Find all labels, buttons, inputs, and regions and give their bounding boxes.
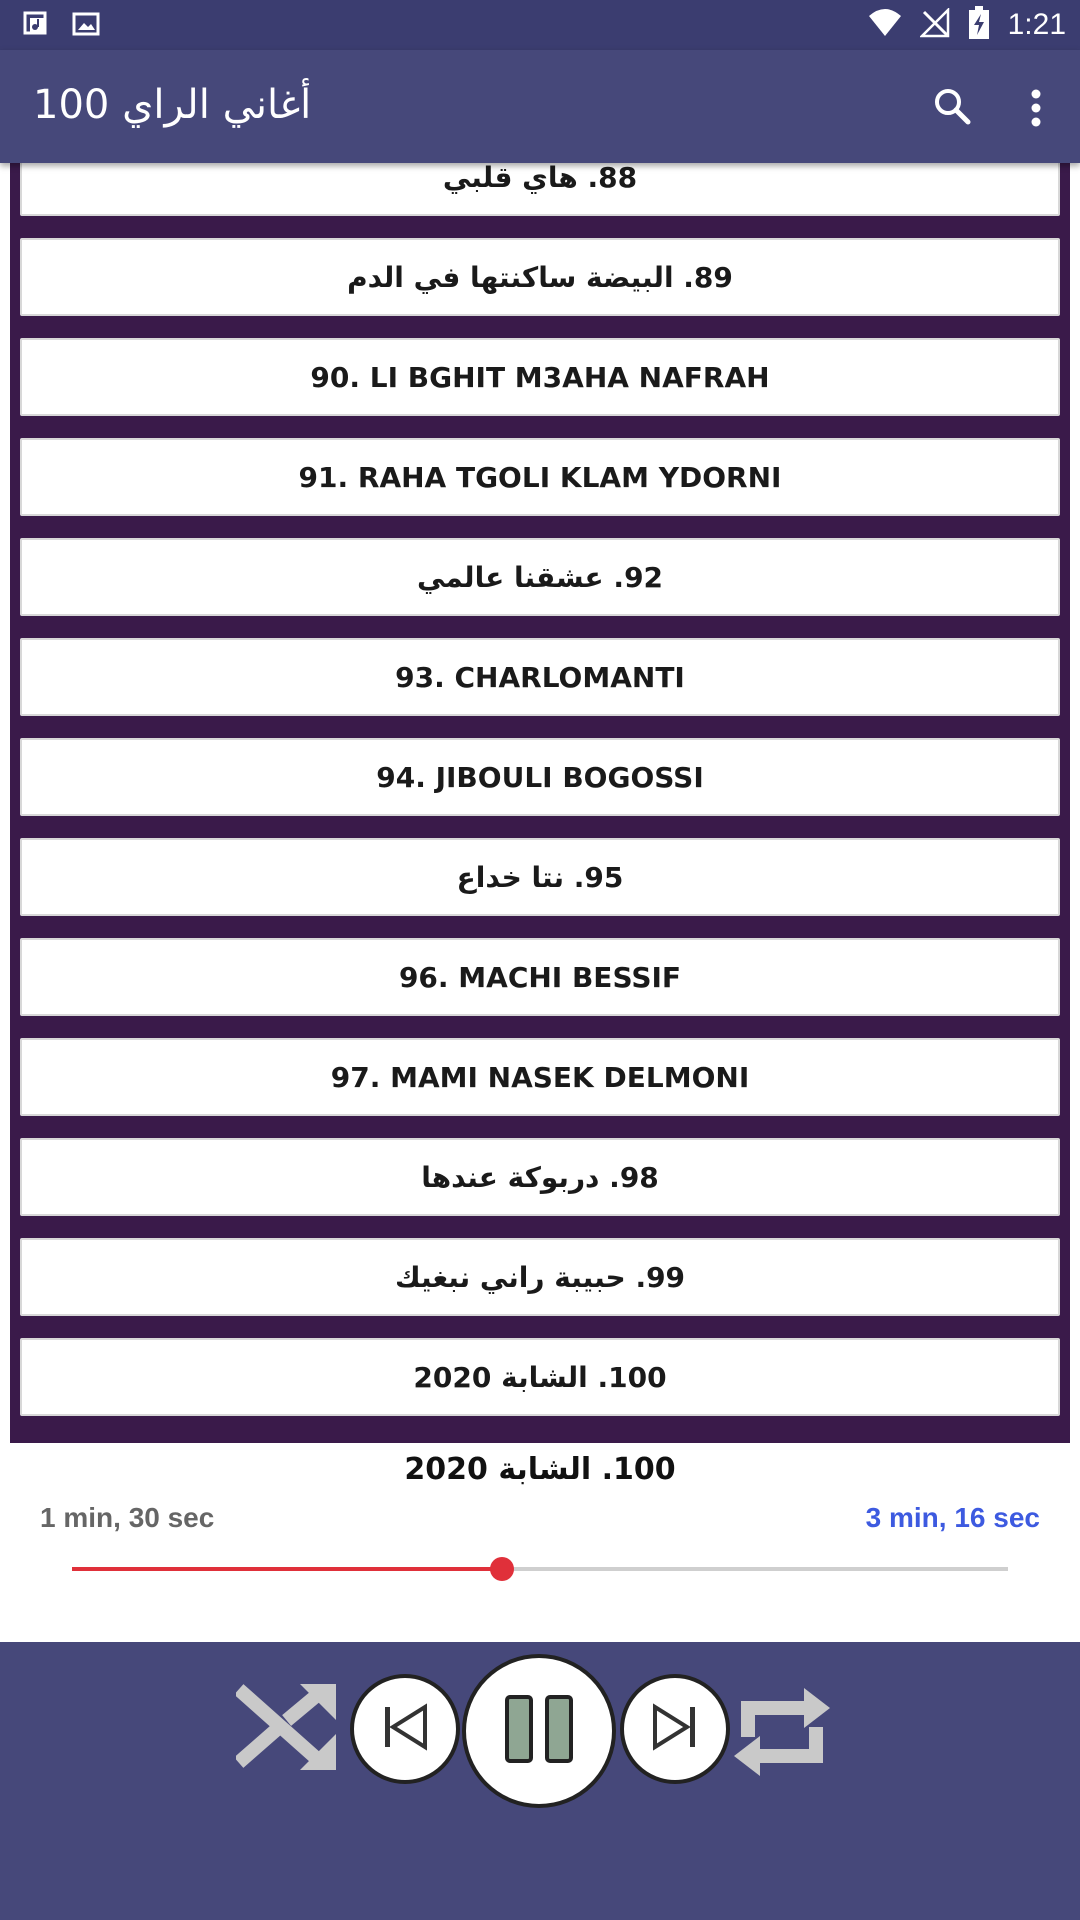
- list-item[interactable]: [10, 827, 1070, 927]
- seek-thumb[interactable]: [490, 1557, 514, 1581]
- list-item[interactable]: [10, 527, 1070, 627]
- song-card-98[interactable]: [20, 1138, 1060, 1216]
- page-title: 100 أغاني الراي: [33, 82, 312, 128]
- pause-icon: [501, 1691, 577, 1771]
- song-label: 90. LI BGHIT M3AHA NAFRAH: [310, 360, 770, 394]
- now-playing-title: 100. الشابة 2020: [404, 1452, 676, 1487]
- total-time: 3 min, 16 sec: [865, 1502, 1040, 1533]
- wifi-icon: [868, 8, 902, 42]
- song-label: 96. MACHI BESSIF: [398, 960, 682, 994]
- music-notification-icon: [22, 10, 50, 42]
- song-card-95[interactable]: [20, 838, 1060, 916]
- seek-progress: [72, 1567, 502, 1571]
- song-card-91[interactable]: [20, 438, 1060, 516]
- song-label: 93. CHARLOMANTI: [395, 660, 685, 694]
- song-label: 100. الشابة 2020: [413, 1360, 667, 1394]
- shuffle-icon[interactable]: [236, 1682, 340, 1772]
- list-item[interactable]: [10, 1127, 1070, 1227]
- battery-charging-icon: [968, 6, 990, 44]
- previous-button[interactable]: [350, 1674, 460, 1784]
- song-card-96[interactable]: [20, 938, 1060, 1016]
- next-icon: [647, 1699, 703, 1759]
- status-bar: [0, 0, 1080, 50]
- song-label: 88. هاي قلبي: [442, 163, 638, 194]
- song-card-99[interactable]: [20, 1238, 1060, 1316]
- song-label: 97. MAMI NASEK DELMONI: [330, 1060, 750, 1094]
- song-card-88[interactable]: [20, 163, 1060, 216]
- list-item[interactable]: [10, 327, 1070, 427]
- elapsed-time: 1 min, 30 sec: [40, 1502, 215, 1533]
- list-item[interactable]: [10, 627, 1070, 727]
- repeat-icon[interactable]: [730, 1682, 834, 1782]
- list-item[interactable]: [10, 727, 1070, 827]
- next-button[interactable]: [620, 1674, 730, 1784]
- list-item[interactable]: [10, 1027, 1070, 1127]
- song-card-92[interactable]: [20, 538, 1060, 616]
- clock: 1:21: [1007, 8, 1066, 41]
- seek-bar[interactable]: [72, 1554, 1008, 1584]
- song-label: 99. حبيبة راني نبغيك: [394, 1260, 686, 1294]
- song-label: 98. دربوكة عندها: [421, 1160, 659, 1194]
- song-label: 89. البيضة ساكنتها في الدم: [347, 260, 733, 294]
- no-signal-icon: [920, 8, 950, 42]
- song-card-89[interactable]: [20, 238, 1060, 316]
- search-icon[interactable]: [928, 82, 978, 132]
- song-card-90[interactable]: [20, 338, 1060, 416]
- player-controls: [0, 1642, 1080, 1920]
- song-label: 91. RAHA TGOLI KLAM YDORNI: [298, 460, 782, 494]
- app-bar: [0, 50, 1080, 163]
- image-notification-icon: [72, 10, 100, 42]
- song-label: 92. عشقنا عالمي: [416, 560, 664, 594]
- list-item[interactable]: [10, 927, 1070, 1027]
- pause-button[interactable]: [462, 1654, 616, 1808]
- song-label: 94. JIBOULI BOGOSSI: [376, 760, 704, 794]
- previous-icon: [377, 1699, 433, 1759]
- song-label: 95. نتا خداع: [456, 860, 624, 894]
- song-list[interactable]: [10, 163, 1070, 1443]
- song-card-100[interactable]: [20, 1338, 1060, 1416]
- song-card-93[interactable]: [20, 638, 1060, 716]
- song-card-97[interactable]: [20, 1038, 1060, 1116]
- song-card-94[interactable]: [20, 738, 1060, 816]
- list-item[interactable]: [10, 1227, 1070, 1327]
- list-item[interactable]: [10, 1327, 1070, 1427]
- list-item[interactable]: [10, 427, 1070, 527]
- more-vert-icon[interactable]: [1010, 82, 1062, 134]
- list-item[interactable]: [10, 163, 1070, 227]
- list-item[interactable]: [10, 227, 1070, 327]
